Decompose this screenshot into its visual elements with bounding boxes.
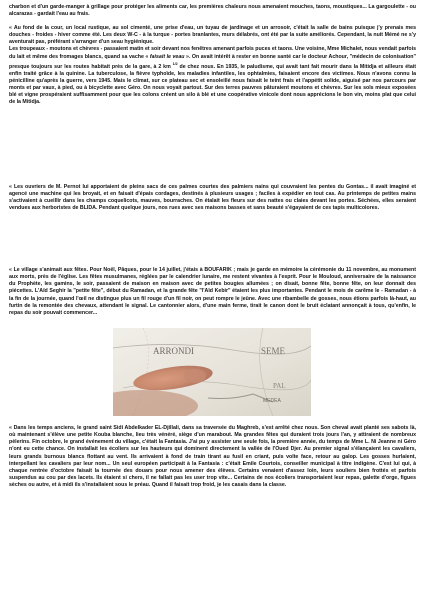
intro-paragraph: charbon et d'un garde-manger à grillage pour protéger les aliments car, les premières chaleurs nous amenaient mouches, taons, moustiques... La gargoulette - ou alcarazas - gardait l'eau au frais.: [9, 4, 416, 18]
fantasia-section: [9, 425, 416, 489]
bathroom-and-village-section: [9, 25, 416, 106]
map-label-2: SEME: [261, 346, 286, 356]
paragraph-fantasia: « Dans les temps anciens, le grand saint Sidi Abdelkader EL-Djillali, dans sa traversée du Maghreb, s'est arrêté chez nous. Son cheval avait planté ses sabots là, où maintenant s'élève une petite Kouba blanche, lieu très vénéré, siège d'un marabout. Ma grandes fêtes qui duraient trois jours l'an, y attiraient de nombreux pèlerins. Fin octobre, le grand événement du village, c'était la Fantasia. J'ai pu y assister une seule fois, la première année, du temps de Mme L. Ni Jeanne ni Géro n'ont eu cette chance. On installait les écoliers sur les hauteurs qui dominent directement la vallée de l'Oued Djer. Au premier signal s'élançaient les cavaliers, leurs grands burnous blancs flottant au vent. Ils arrivaient à fond de train tirant au fusil en criant, puis volte face, retour au galop. Les gosses hurlaient, interpellant les cavaliers par leur nom... Un seul européen participait à la Fantasia : c'était Emile Courtois, conseiller municipal à titre indigène. C'est lui qui, à chaque rentrée d'octobre faisait la tournée des douars pour nous amener des élèves. Certains venaient d'assez loin, leurs souliers bien frottés et parfois suspendus au cou par des lacets. Ils étaient si chers, il ne fallait pas les user trop vite... Certains de nos écoliers transportaient leur repas, galette d'orge, figues sèches ou autre, et à midi ils s'installaient sous le préau. Quand il faisait trop froid, je les casais dans la classe.: [9, 425, 416, 489]
map-label-1: ARRONDI: [153, 346, 195, 356]
paragraph-herds: Les troupeaux - moutons et chèvres - passaient matin et soir devant nos fenêtres amenant parfois puces et taons. Une voisine, Mme Michalet, nous vendait parfois du lait et même des fromages blancs, quand sa vache « faisait le veau ». On avait intérêt à rester en bonne santé car le docteur Achour, "médecin de colonisation" presque toujours sur les routes habitait près de la gare, à 2 km $^{1/2}$ de chez nous. En 1935, le paludisme, qui avait tant fait mourir dans la Mitidja et ailleurs était enfin traité grâce à la quinine. La tuberculose, la fièvre typhoïde, les maladies infantiles, les ophtalmies, faisaient encore des victimes. Nous n'avons connu la pénicilline qu'après la guerre, vers 1945. Mais le climat, sur ce plateau sec et ensoleillé nous faisait le teint frais et l'appétit solide, aiguisé par nos parcours par monts et par vaux, à pied, ou à bicyclette avec Géro. On nous voyait partout. Sur des terres pauvres pâturaient moutons et chèvres. Sur les sols mieux exposées blé et vigne prospéraient suffisamment pour que les colons créent un silo à blé et une coopérative vinicole dont nous apprécions le bon vin, moins plat que celui de la Mitidja.: [9, 46, 416, 106]
map-photo-illustration: [113, 328, 311, 416]
map-photo: [113, 328, 311, 416]
map-label-3: PAL: [273, 382, 286, 390]
map-label-4: MEDEA: [263, 398, 281, 404]
paragraph-bathroom: « Au fond de la cour, un local rustique, au sol cimenté, une prise d'eau, un tuyau de jardinage et un arrosoir, c'était la salle de bains puisque j'y prenais mes douches - froides - hiver comme été. Les deux W-C - à la turque - portes branlantes, murs délabrés, ont été par la suite améliorés. Cependant, la nuit Mémé ne s'y aventurait pas, préférant s'arranger d'un seau hygiénique.: [9, 25, 416, 46]
fraction: 1/2: [172, 61, 178, 66]
paragraph-workers: « Les ouvriers de M. Pernot lui apportaient de pleins sacs de ces palmes courtes des palmiers nains qui couvraient les pentes du Gontas... il avait imaginé et agencé une machine qui les broyait, et en faisait d'épais cordages, destinés à plusieurs usages ; faciles à expédier en tout cas. Au printemps de petites mains s'activaient à cueillir dans les champs coquelicots, mauves, bourraches. On étalait les fleurs sur des nattes ou claies devant les portes. Séchées, elles seraient vendues aux herboristes de BLIDA. Pendant quelque jours, nos rues avec ses maisons basses et sans beauté s'égayaient de ces tapis multicolores.: [9, 184, 416, 212]
paragraph-festivals: « Le village s'animait aux fêtes. Pour Noël, Pâques, pour le 14 juillet, j'étais à BOUFARIK ; mais je garde en mémoire la cérémonie du 11 novembre, au monument aux morts, près de l'église. Les fêtes musulmanes, réglées par le calendrier lunaire, me restent vivantes à l'esprit. Pour le Mouloud, anniversaire de la naissance du Prophète, les gamins, le soir, passaient de maison en maison avec de petites bougies allumées ; on disait, bonne fête, bonne fête, on leur donnait des piécettes. L'Aïd Seghir la "petite fête", début du Ramadan, et la grande fête "l'Aïd Kebir" étaient les plus importantes. Pendant le mois de carême le - Ramadan - à la fin de la journée, quand l'œil ne distingue plus un fil rouge d'un fil noir, on peut rompre le jeûne. Avec une ribambelle de gosses, nous étions parfois là-haut, au furtin de la remontée des chevaux, attendant le signal. Le cantonnier alors, d'une main ferme, tirait le canon dont le bruit éclatant annonçait à tous, qu'enfin, le repas du soir pouvait commencer...: [9, 267, 416, 316]
intro-block: [9, 4, 416, 18]
workers-section: [9, 184, 416, 213]
festivals-section: [9, 267, 416, 317]
italic-phrase: faisait le veau: [149, 53, 185, 60]
